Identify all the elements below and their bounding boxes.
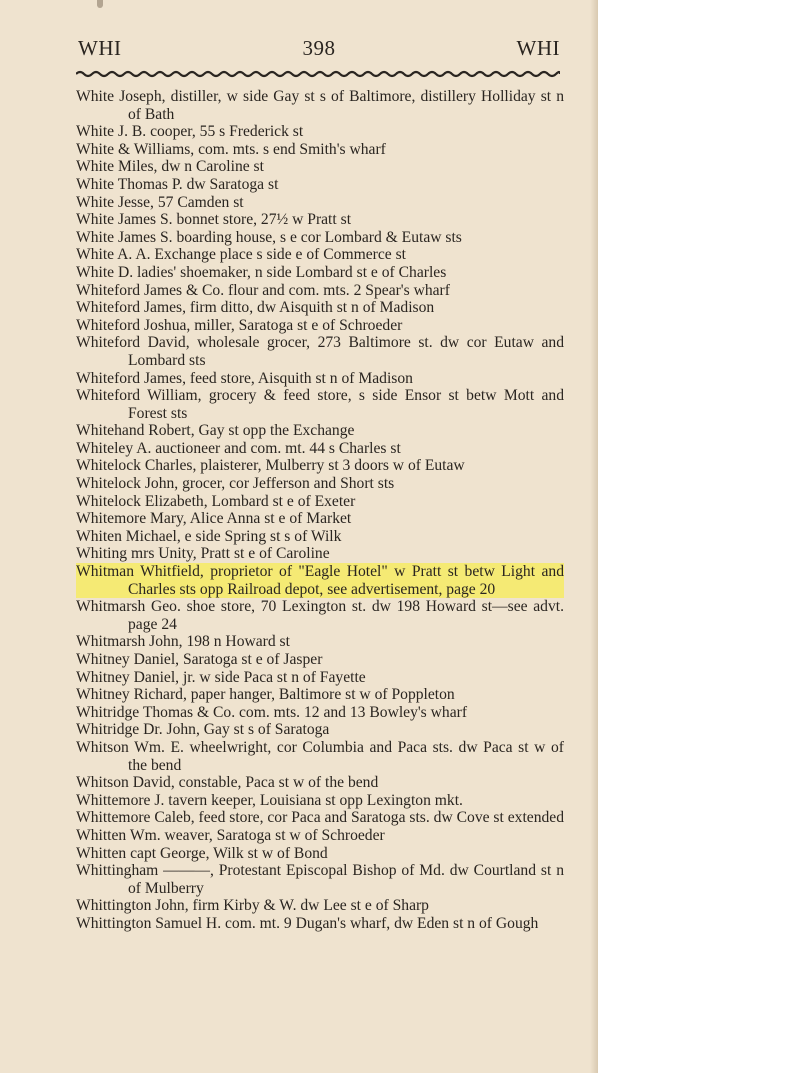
directory-entry: White Miles, dw n Caroline st xyxy=(76,158,264,176)
directory-entry: White Jesse, 57 Camden st xyxy=(76,193,244,211)
directory-entry: White & Williams, com. mts. s end Smith's wharf xyxy=(76,140,386,158)
directory-entry: Whittemore J. tavern keeper, Louisiana st opp Lexington mkt. xyxy=(76,791,463,809)
directory-entry: Whiteford James & Co. flour and com. mts. 2 Spear's wharf xyxy=(76,281,450,299)
directory-entry: Whitridge Thomas & Co. com. mts. 12 and 13 Bowley's wharf xyxy=(76,703,468,721)
directory-entry: Whiteford William, grocery & feed store, s side Ensor st betw Mott and Forest sts xyxy=(76,387,564,422)
directory-entry: Whitten Wm. weaver, Saratoga st w of Schroeder xyxy=(76,826,385,844)
directory-entry: Whitney Richard, paper hanger, Baltimore st w of Poppleton xyxy=(76,686,455,704)
directory-entry: Whitemore Mary, Alice Anna st e of Market xyxy=(76,510,352,528)
directory-entry: White Joseph, distiller, w side Gay st s of Baltimore, distillery Holliday st n of Bath xyxy=(76,88,564,123)
directory-entry: Whitelock Charles, plaisterer, Mulberry st 3 doors w of Eutaw xyxy=(76,457,465,475)
directory-entry: White Thomas P. dw Saratoga st xyxy=(76,175,279,193)
highlighted-directory-entry: Whitman Whitfield, proprietor of "Eagle Hotel" w Pratt st betw Light and Charles sts opp Railroad depot, see advertisement, page 20 xyxy=(76,563,564,598)
directory-entry: Whittington Samuel H. com. mt. 9 Dugan's wharf, dw Eden st n of Gough xyxy=(76,914,539,932)
directory-entry: Whitelock Elizabeth, Lombard st e of Exeter xyxy=(76,492,356,510)
directory-entry: Whiteford David, wholesale grocer, 273 Baltimore st. dw cor Eutaw and Lombard sts xyxy=(76,334,564,369)
directory-entry: Whiting mrs Unity, Pratt st e of Caroline xyxy=(76,545,330,563)
directory-entry: Whiteford James, firm ditto, dw Aisquith st n of Madison xyxy=(76,299,435,317)
directory-entry: Whitmarsh Geo. shoe store, 70 Lexington st. dw 198 Howard st—see advt. page 24 xyxy=(76,598,564,633)
directory-entry: Whiteley A. auctioneer and com. mt. 44 s Charles st xyxy=(76,439,401,457)
binding-mark xyxy=(97,0,103,8)
directory-entry: Whitson David, constable, Paca st w of the bend xyxy=(76,774,379,792)
directory-entry: Whitelock John, grocer, cor Jefferson and Short sts xyxy=(76,475,395,493)
directory-entry: Whitehand Robert, Gay st opp the Exchange xyxy=(76,422,355,440)
wavy-rule xyxy=(76,66,560,82)
directory-entry: Whitney Daniel, Saratoga st e of Jasper xyxy=(76,651,323,668)
directory-entry: Whitmarsh John, 198 n Howard st xyxy=(76,633,290,651)
page-edge-shadow xyxy=(590,0,598,1073)
header-left-guide-word: WHI xyxy=(78,36,122,60)
directory-entry: Whittington John, firm Kirby & W. dw Lee st e of Sharp xyxy=(76,897,429,915)
header-right-guide-word: WHI xyxy=(516,36,560,60)
directory-entry: White A. A. Exchange place s side e of Commerce st xyxy=(76,246,406,264)
directory-entry: Whittingham ———, Protestant Episcopal Bishop of Md. dw Courtland st n of Mulberry xyxy=(76,862,564,897)
directory-entry: Whitridge Dr. John, Gay st s of Saratoga xyxy=(76,721,330,739)
directory-entry: Whitten capt George, Wilk st w of Bond xyxy=(76,844,328,862)
directory-entry: White James S. boarding house, s e cor Lombard & Eutaw sts xyxy=(76,228,462,246)
page-number: 398 xyxy=(302,36,336,60)
directory-entry: White J. B. cooper, 55 s Frederick st xyxy=(76,123,304,141)
directory-entry: White James S. bonnet store, 27½ w Pratt st xyxy=(76,211,352,229)
directory-entry: Whiten Michael, e side Spring st s of Wilk xyxy=(76,527,342,545)
directory-entry: Whiteford James, feed store, Aisquith st n of Madison xyxy=(76,369,413,387)
directory-entry: Whitson Wm. E. wheelwright, cor Columbia and Paca sts. dw Paca st w of the bend xyxy=(76,738,564,774)
running-header xyxy=(78,34,560,64)
directory-entry: Whitney Daniel, jr. w side Paca st n of Fayette xyxy=(76,668,366,686)
directory-entry: Whiteford Joshua, miller, Saratoga st e of Schroeder xyxy=(76,316,403,334)
directory-entry: Whittemore Caleb, feed store, cor Paca and Saratoga sts. dw Cove st extended xyxy=(76,809,565,827)
directory-entry: White D. ladies' shoemaker, n side Lombard st e of Charles xyxy=(76,263,447,281)
directory-entries xyxy=(76,88,564,933)
